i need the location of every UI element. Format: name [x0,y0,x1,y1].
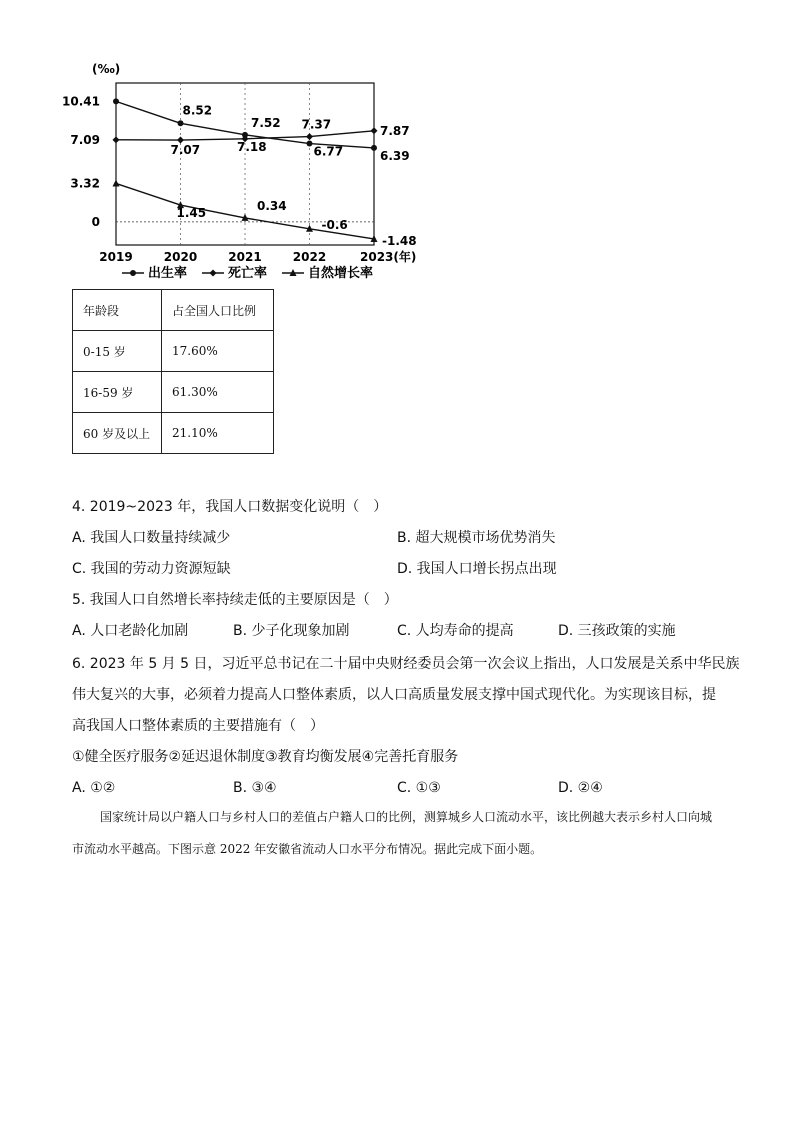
birth-rate-point [307,141,313,147]
question-6-option-a[interactable]: A. ①② [72,780,116,796]
data-label: -0.6 [321,217,348,232]
data-label: 7.37 [301,117,332,132]
death-rate-point [371,127,378,134]
table-header-cell: 占全国人口比例 [162,290,274,331]
question-6-stem-line-2: 伟大复兴的大事，必须着力提高人口整体素质，以人口高质量发展支撑中国式现代化。为实现该目标，提 [72,687,716,703]
data-label: -1.48 [382,233,417,248]
table-header-cell: 年龄段 [73,290,162,331]
legend-label: 出生率 [148,266,188,281]
birth-rate-point [113,98,119,104]
age-structure-table [72,289,274,454]
question-5-option-d[interactable]: D. 三孩政策的实施 [558,623,676,639]
data-label: 7.07 [170,143,201,158]
y-tick-label: 10.41 [62,94,100,109]
y-tick-label: 0 [91,214,100,229]
y-tick-label: 7.09 [70,132,100,147]
question-4-stem: 4. 2019~2023 年，我国人口数据变化说明（ ） [72,499,388,515]
question-5-option-a[interactable]: A. 人口老龄化加剧 [72,623,189,639]
x-tick-label: 2020 [163,250,198,264]
table-cell: 17.60% [162,331,274,372]
data-label: 6.39 [380,148,410,163]
question-4-option-d[interactable]: D. 我国人口增长拐点出现 [397,561,557,577]
data-label: 7.87 [380,123,410,138]
y-unit-label: (‰) [92,62,121,76]
table-cell: 16-59 岁 [73,372,162,413]
question-6-option-c[interactable]: C. ①③ [397,780,441,796]
question-6-option-d[interactable]: D. ②④ [558,780,603,796]
table-cell: 61.30% [162,372,274,413]
question-5-option-c[interactable]: C. 人均寿命的提高 [397,623,514,639]
question-6-option-b[interactable]: B. ③④ [233,780,277,796]
legend-marker [210,270,217,277]
table-row [73,331,274,372]
question-5-stem: 5. 我国人口自然增长率持续走低的主要原因是（ ） [72,592,398,608]
data-label: 8.52 [182,103,213,118]
question-6-stem-line-3: 高我国人口整体素质的主要措施有（ ） [72,718,324,734]
x-tick-label: 2021 [228,250,262,264]
intro-paragraph: 国家统计局以户籍人口与乡村人口的差值占户籍人口的比例，测算城乡人口流动水平，该比例越大表示乡村人口向城市流动水平越高。下图示意 2022 年安徽省流动人口水平分布情况。据此完成下面小题。 [72,810,713,856]
growth-rate-point [113,179,120,186]
question-5-option-b[interactable]: B. 少子化现象加剧 [233,623,350,639]
birth-rate-point [371,145,377,151]
table-cell: 60 岁及以上 [73,413,162,454]
table-cell: 0-15 岁 [73,331,162,372]
legend-label: 死亡率 [228,266,268,281]
death-rate-point [113,136,120,143]
y-tick-label: 3.32 [70,176,100,191]
table-row [73,413,274,454]
question-6-stem-line-1: 6. 2023 年 5 月 5 日，习近平总书记在二十届中央财经委员会第一次会议上指出，人口发展是关系中华民族 [72,656,740,672]
table-row [73,372,274,413]
legend-label: 自然增长率 [308,266,374,281]
population-rate-line-chart [60,55,440,295]
x-tick-label: 2023(年) [360,250,417,264]
question-4-option-a[interactable]: A. 我国人口数量持续减少 [72,530,231,546]
data-label: 7.52 [251,115,281,130]
legend-marker [130,270,136,276]
death-rate-point [306,133,313,140]
data-label: 6.77 [313,144,344,159]
birth-rate-point [178,120,184,126]
question-4-option-c[interactable]: C. 我国的劳动力资源短缺 [72,561,231,577]
question-4-option-b[interactable]: B. 超大规模市场优势消失 [397,530,556,546]
x-tick-label: 2019 [99,250,133,264]
question-6-choices: ①健全医疗服务②延迟退休制度③教育均衡发展④完善托育服务 [72,749,459,765]
table-header-row [73,290,274,331]
table-cell: 21.10% [162,413,274,454]
data-label: 7.18 [237,139,267,154]
data-label: 0.34 [257,198,287,213]
x-tick-label: 2022 [292,250,327,264]
data-label: 1.45 [176,206,207,221]
